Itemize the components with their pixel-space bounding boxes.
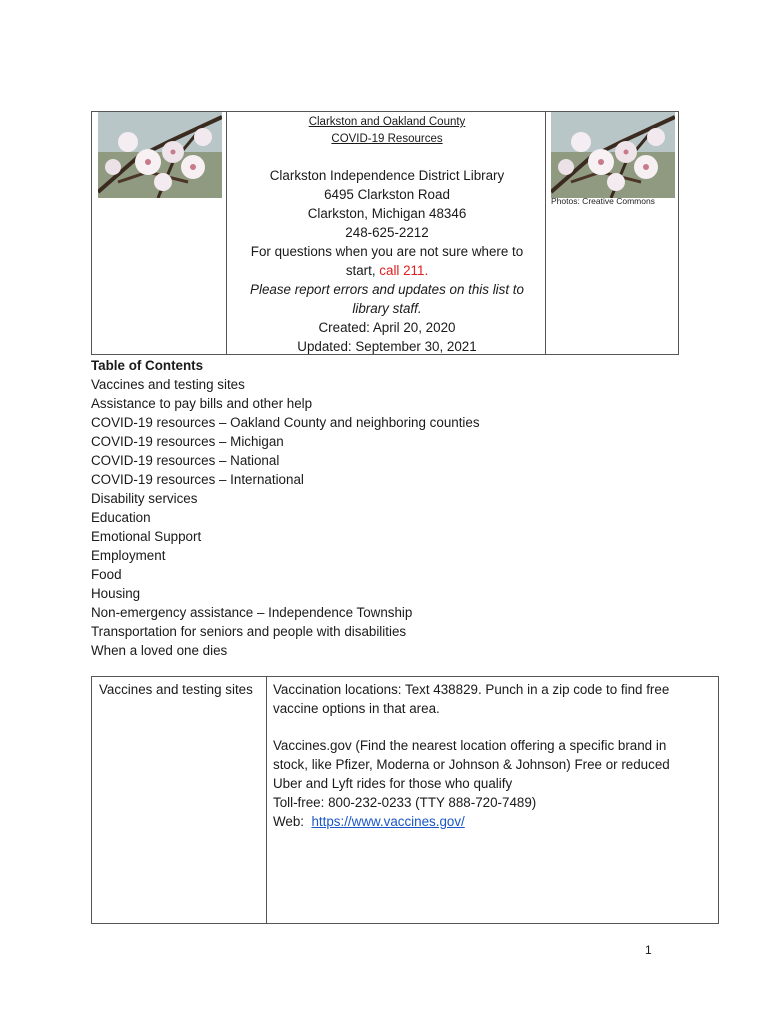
column-divider	[266, 677, 267, 923]
toll-free-number: Toll-free: 800-232-0233 (TTY 888-720-7489)	[273, 795, 537, 810]
cherry-blossom-photo-right	[551, 112, 675, 198]
toc-item[interactable]: COVID-19 resources – National	[91, 453, 280, 468]
toc-item[interactable]: Non-emergency assistance – Independence Township	[91, 605, 413, 620]
library-city: Clarkston, Michigan 48346	[307, 206, 467, 221]
report-line2: library staff.	[352, 301, 422, 316]
vaccines-gov-line2: stock, like Pfizer, Moderna or Johnson & Johnson) Free or reduced	[273, 757, 670, 772]
toc-item[interactable]: Housing	[91, 586, 141, 601]
questions-line1: For questions when you are not sure where to	[250, 244, 524, 259]
toc-item[interactable]: Employment	[91, 548, 166, 563]
web-line	[273, 812, 703, 831]
toc-item[interactable]: Food	[91, 567, 122, 582]
questions-line2	[229, 261, 545, 280]
cherry-blossom-photo-left	[98, 112, 222, 198]
resource-category-label: Vaccines and testing sites	[99, 682, 253, 697]
page-number: 1	[645, 943, 652, 957]
vaccination-locations-line2: vaccine options in that area.	[273, 701, 440, 716]
toc-item[interactable]: Disability services	[91, 491, 198, 506]
toc-item[interactable]: COVID-19 resources – Oakland County and neighboring counties	[91, 415, 480, 430]
toc-item[interactable]: Transportation for seniors and people with disabilities	[91, 624, 407, 639]
library-phone: 248-625-2212	[345, 225, 429, 240]
toc-item[interactable]: Vaccines and testing sites	[91, 377, 245, 392]
call-211-text: call 211.	[379, 263, 429, 278]
vaccines-gov-line3: Uber and Lyft rides for those who qualify	[273, 776, 513, 791]
toc-item[interactable]: COVID-19 resources – International	[91, 472, 304, 487]
header-center-text	[229, 114, 545, 356]
vaccination-locations-line1: Vaccination locations: Text 438829. Punch in a zip code to find free	[273, 682, 670, 697]
updated-date: Updated: September 30, 2021	[297, 339, 477, 354]
toc-item[interactable]: When a loved one dies	[91, 643, 228, 658]
vaccines-gov-link[interactable]: https://www.vaccines.gov/	[311, 814, 465, 829]
vaccines-gov-line1: Vaccines.gov (Find the nearest location offering a specific brand in	[273, 738, 667, 753]
resource-content	[273, 680, 703, 831]
photo-credit: Photos: Creative Commons	[551, 196, 655, 206]
library-name: Clarkston Independence District Library	[269, 168, 505, 183]
questions-line2-prefix: start,	[345, 263, 380, 278]
header-title-line2: COVID-19 Resources	[331, 133, 443, 145]
toc-heading: Table of Contents	[91, 358, 204, 373]
toc-item[interactable]: Emotional Support	[91, 529, 202, 544]
created-date: Created: April 20, 2020	[318, 320, 456, 335]
library-street: 6495 Clarkston Road	[324, 187, 450, 202]
column-divider	[545, 112, 546, 354]
toc-item[interactable]: COVID-19 resources – Michigan	[91, 434, 284, 449]
web-label: Web:	[273, 814, 312, 829]
table-of-contents	[91, 356, 480, 660]
header-title-line1: Clarkston and Oakland County	[308, 116, 466, 128]
vaccines-resource-table	[91, 676, 719, 924]
toc-item[interactable]: Assistance to pay bills and other help	[91, 396, 313, 411]
column-divider	[226, 112, 227, 354]
toc-item[interactable]: Education	[91, 510, 151, 525]
header-table	[91, 111, 679, 355]
report-line1: Please report errors and updates on this list to	[250, 282, 524, 297]
